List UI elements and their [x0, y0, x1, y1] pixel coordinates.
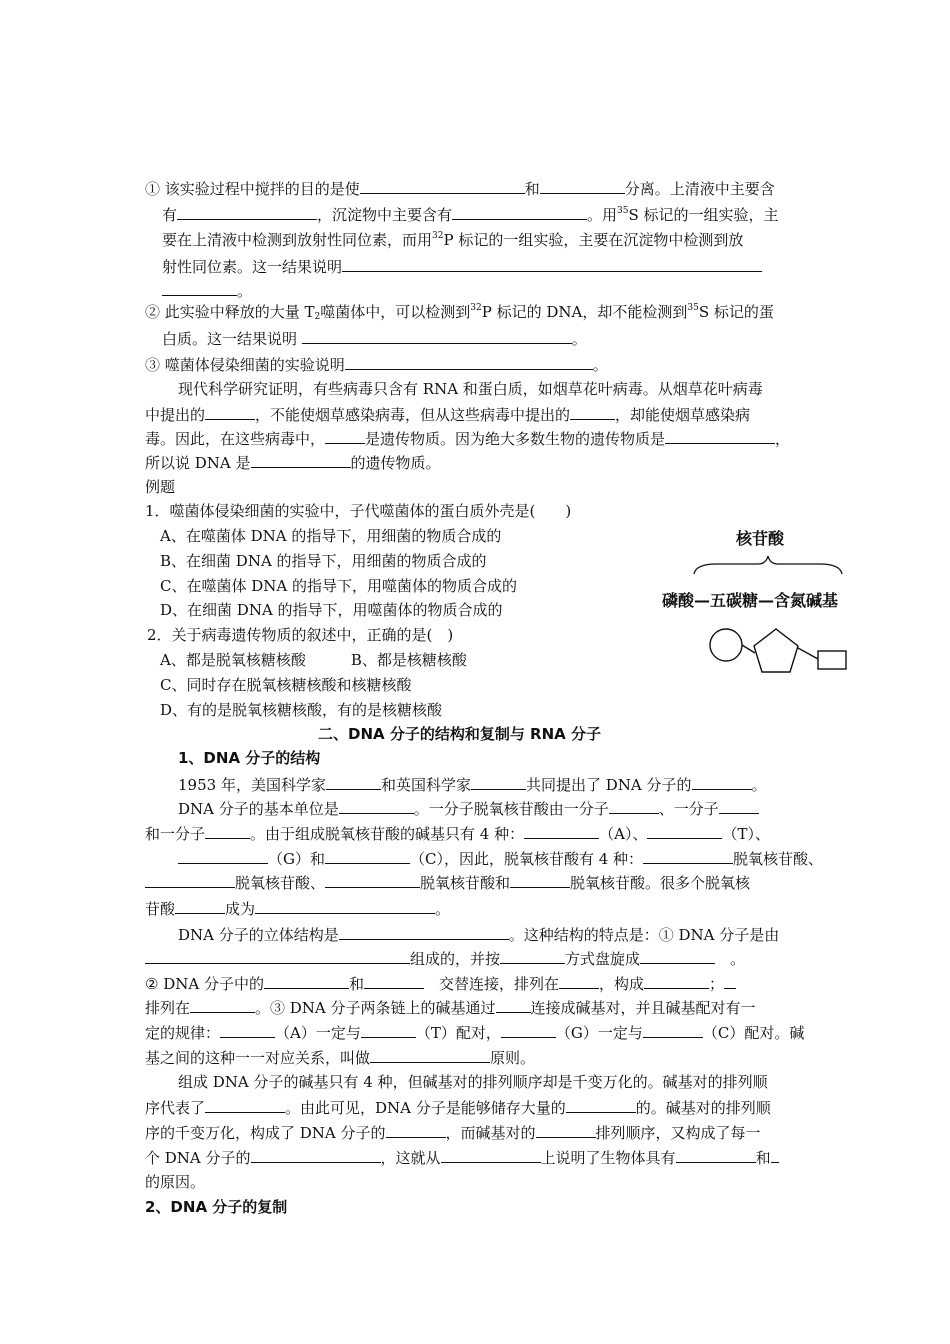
- answer-blank[interactable]: [370, 1047, 490, 1063]
- text-run: ，却能使烟草感染病: [615, 406, 751, 424]
- text-run: 共同提出了 DNA 分子的: [525, 776, 692, 794]
- text-run: DNA 分子的立体结构是: [178, 926, 339, 944]
- answer-blank[interactable]: [559, 973, 599, 989]
- text-run: 组成的，并按: [410, 950, 501, 968]
- answer-blank[interactable]: [360, 178, 525, 194]
- text-run: 和: [755, 1149, 771, 1167]
- text-run: B、在细菌 DNA 的指导下，用细菌的物质合成的: [160, 552, 487, 570]
- text-run: 分离。上清液中主要含: [624, 180, 775, 198]
- answer-blank[interactable]: [264, 973, 349, 989]
- phosphate-circle: [710, 629, 742, 661]
- text-run: 1953 年，美国科学家: [178, 776, 326, 794]
- text-run: 和: [524, 180, 540, 198]
- text-line: [160, 650, 467, 670]
- diagram-subtitle: 磷酸—五碳糖—含氮碱基: [662, 591, 839, 610]
- text-run: （T）、: [722, 825, 770, 843]
- answer-blank[interactable]: [692, 774, 752, 790]
- section-heading: [145, 1197, 287, 1217]
- text-line: [145, 1022, 804, 1043]
- text-run: 定的规律：: [145, 1024, 221, 1042]
- subscript: 2: [314, 312, 321, 322]
- text-run: D、在细菌 DNA 的指导下，用噬菌体的物质合成的: [160, 601, 503, 619]
- text-run: 和英国科学家: [380, 776, 471, 794]
- text-line: [145, 501, 571, 521]
- superscript: 32: [470, 303, 482, 313]
- text-line: [145, 948, 745, 969]
- text-run: 组成 DNA 分子的碱基只有 4 种，但碱基对的排列顺序却是千变万化的。碱基对的排列顺: [178, 1073, 768, 1091]
- text-line: [160, 576, 517, 596]
- text-run: ，而碱基对的: [445, 1124, 536, 1142]
- answer-blank[interactable]: [647, 823, 722, 839]
- answer-blank[interactable]: [145, 872, 235, 888]
- text-line: [160, 675, 411, 695]
- answer-blank[interactable]: [162, 280, 237, 296]
- text-run: 。这种结构的特点是：① DNA 分子是由: [508, 926, 780, 944]
- bond-line: [798, 648, 818, 659]
- text-run: S 标记的一组实验，主: [628, 206, 779, 224]
- text-run: D、有的是脱氧核糖核酸，有的是核糖核酸: [160, 701, 443, 719]
- text-run: 。: [237, 282, 253, 300]
- text-run: ，沉淀物中主要含有: [317, 206, 453, 224]
- text-line: [145, 178, 775, 199]
- answer-blank[interactable]: [719, 798, 759, 814]
- answer-blank[interactable]: [326, 774, 381, 790]
- text-line: [162, 280, 252, 301]
- answer-blank[interactable]: [676, 1147, 756, 1163]
- section-heading: [178, 748, 320, 768]
- text-run: ② DNA 分子中的: [145, 975, 264, 993]
- text-run: 脱氧核苷酸和: [420, 874, 511, 892]
- text-line: [145, 973, 736, 994]
- answer-blank[interactable]: [500, 948, 565, 964]
- text-run: 例题: [145, 478, 176, 496]
- answer-blank[interactable]: [325, 428, 365, 444]
- text-line: [145, 477, 175, 497]
- text-line: [145, 1122, 761, 1143]
- text-run: C、同时存在脱氧核糖核酸和核糖核酸: [160, 676, 412, 694]
- text-run: 2．关于病毒遗传物质的叙述中，正确的是( ): [147, 626, 454, 644]
- text-run: S 标记的蛋: [698, 303, 774, 321]
- answer-blank[interactable]: [540, 178, 625, 194]
- text-line: [145, 1172, 205, 1192]
- text-line: [178, 848, 823, 869]
- text-run: 射性同位素。这一结果说明: [162, 258, 343, 276]
- text-run: 、一分子: [658, 800, 719, 818]
- text-line: [145, 1047, 535, 1068]
- text-run: 交替连接，排列在: [423, 975, 559, 993]
- text-run: 中提出的: [145, 406, 206, 424]
- text-line: [160, 600, 503, 620]
- text-run: 要在上清液中检测到放射性同位素，而用: [162, 231, 433, 249]
- text-run: （C），因此，脱氧核苷酸有 4 种：: [409, 850, 644, 868]
- text-run: P 标记的一组实验，主要在沉淀物中检测到放: [443, 231, 744, 249]
- text-run: 上说明了生物体具有: [540, 1149, 676, 1167]
- text-run: C、在噬菌体 DNA 的指导下，用噬菌体的物质合成的: [160, 577, 517, 595]
- text-run: 脱氧核苷酸。很多个脱氧核: [570, 874, 751, 892]
- text-line: [162, 204, 779, 225]
- superscript: 35: [617, 206, 629, 216]
- text-run: 。由此可见，DNA 分子是能够储存大量的: [285, 1099, 566, 1117]
- answer-blank[interactable]: [643, 1022, 703, 1038]
- answer-blank[interactable]: [640, 948, 715, 964]
- text-run: ③ 噬菌体侵染细菌的实验说明: [145, 356, 345, 374]
- text-run: ，构成: [599, 975, 645, 993]
- text-line: [160, 526, 501, 546]
- text-run: 的原因。: [145, 1173, 206, 1191]
- text-run: 原则。: [490, 1049, 536, 1067]
- answer-blank[interactable]: [471, 774, 526, 790]
- answer-blank[interactable]: [609, 798, 659, 814]
- text-run: 成为: [225, 900, 256, 918]
- text-run: 排列在: [145, 999, 191, 1017]
- answer-blank[interactable]: [339, 924, 509, 940]
- text-run: ② 此实验中释放的大量 T: [145, 303, 315, 321]
- superscript: 35: [687, 303, 699, 313]
- text-run: 2、DNA 分子的复制: [145, 1198, 288, 1216]
- answer-blank[interactable]: [496, 997, 531, 1013]
- text-line: [178, 379, 763, 399]
- answer-blank[interactable]: [145, 948, 410, 964]
- answer-blank[interactable]: [205, 1097, 285, 1113]
- answer-blank[interactable]: [441, 1147, 541, 1163]
- text-run: 和一分子: [145, 825, 206, 843]
- text-run: 脱氧核苷酸、: [235, 874, 326, 892]
- text-run: A、在噬菌体 DNA 的指导下，用细菌的物质合成的: [160, 527, 502, 545]
- answer-blank[interactable]: [501, 1022, 556, 1038]
- text-line: [145, 428, 790, 449]
- answer-blank[interactable]: [342, 256, 762, 272]
- text-run: 现代科学研究证明，有些病毒只含有 RNA 和蛋白质，如烟草花叶病毒。从烟草花叶病毒: [178, 380, 763, 398]
- answer-blank[interactable]: [452, 204, 587, 220]
- text-run: 方式盘旋成: [565, 950, 641, 968]
- answer-blank[interactable]: [566, 1097, 636, 1113]
- text-run: 。由于组成脱氧核苷酸的碱基只有 4 种：: [250, 825, 525, 843]
- text-run: P 标记的 DNA，却不能检测到: [481, 303, 688, 321]
- text-line: [145, 302, 774, 322]
- answer-blank[interactable]: [175, 898, 225, 914]
- text-line: [162, 256, 762, 277]
- text-run: 序代表了: [145, 1099, 206, 1117]
- text-run: 排列顺序，又构成了每一: [595, 1124, 761, 1142]
- text-line: [145, 872, 750, 893]
- text-run: ① 该实验过程中搅拌的目的是使: [145, 180, 360, 198]
- nucleotide-diagram: [658, 528, 878, 696]
- text-run: 连接成碱基对，并且碱基配对有一: [530, 999, 756, 1017]
- answer-blank[interactable]: [205, 823, 250, 839]
- answer-blank[interactable]: [364, 973, 424, 989]
- answer-blank[interactable]: [190, 997, 255, 1013]
- text-run: 白质。这一结果说明: [162, 330, 302, 348]
- text-line: [162, 230, 743, 250]
- text-line: [145, 404, 750, 425]
- text-run: 。③ DNA 分子两条链上的碱基通过: [255, 999, 496, 1017]
- answer-blank[interactable]: [178, 848, 268, 864]
- answer-blank[interactable]: [570, 404, 615, 420]
- text-run: ，不能使烟草感染病毒，但从这些病毒中提出的: [255, 406, 571, 424]
- answer-blank[interactable]: [345, 354, 593, 370]
- text-run: （G）和: [268, 850, 325, 868]
- text-run: （T）配对，: [415, 1024, 501, 1042]
- pentose-pentagon: [754, 629, 798, 672]
- answer-blank[interactable]: [524, 823, 599, 839]
- text-run: 二、DNA 分子的结构和复制与 RNA 分子: [318, 725, 601, 743]
- diagram-title: 核苷酸: [736, 529, 785, 548]
- base-rectangle: [818, 651, 846, 669]
- answer-blank[interactable]: [361, 1022, 416, 1038]
- brace-icon: [694, 556, 842, 574]
- text-run: （A）、: [599, 825, 648, 843]
- text-run: 个 DNA 分子的: [145, 1149, 251, 1167]
- text-run: 。一分子脱氧核苷酸由一分子: [413, 800, 609, 818]
- text-run: 。: [571, 330, 587, 348]
- superscript: 32: [432, 231, 444, 241]
- answer-blank[interactable]: [205, 404, 255, 420]
- text-run: 的遗传物质。: [350, 454, 441, 472]
- answer-blank[interactable]: [251, 452, 351, 468]
- text-run: 苷酸: [145, 900, 176, 918]
- answer-blank[interactable]: [665, 428, 775, 444]
- text-run: 。: [751, 776, 767, 794]
- answer-blank[interactable]: [325, 848, 410, 864]
- text-run: 。用: [587, 206, 618, 224]
- text-line: [145, 898, 450, 919]
- section-heading: [318, 724, 601, 744]
- text-line: [160, 700, 442, 720]
- text-run: 。: [715, 950, 746, 968]
- answer-blank[interactable]: [255, 898, 435, 914]
- answer-blank[interactable]: [177, 204, 317, 220]
- text-run: ，这就从: [380, 1149, 441, 1167]
- answer-blank[interactable]: [644, 973, 709, 989]
- text-run: 。: [592, 356, 608, 374]
- text-line: [145, 997, 756, 1018]
- answer-blank[interactable]: [771, 1147, 779, 1163]
- text-run: 毒。因此，在这些病毒中，: [145, 430, 326, 448]
- text-line: [145, 452, 441, 473]
- bond-line: [742, 645, 755, 653]
- answer-blank[interactable]: [339, 798, 414, 814]
- text-line: [178, 798, 759, 819]
- text-run: 所以说 DNA 是: [145, 454, 251, 472]
- text-run: （C）配对。碱: [702, 1024, 805, 1042]
- text-line: [162, 328, 587, 349]
- text-run: 是遗传物质。因为绝大多数生物的遗传物质是: [365, 430, 666, 448]
- text-run: DNA 分子的基本单位是: [178, 800, 339, 818]
- answer-blank[interactable]: [220, 1022, 275, 1038]
- text-line: [145, 1147, 779, 1168]
- text-run: 和: [348, 975, 364, 993]
- answer-blank[interactable]: [724, 973, 736, 989]
- answer-blank[interactable]: [536, 1122, 596, 1138]
- answer-blank[interactable]: [302, 328, 572, 344]
- text-run: ，: [775, 430, 791, 448]
- text-run: 序的千变万化，构成了 DNA 分子的: [145, 1124, 386, 1142]
- text-run: A、都是脱氧核糖核酸 B、都是核糖核酸: [160, 651, 467, 669]
- text-line: [145, 354, 608, 375]
- text-run: 基之间的这种一一对应关系，叫做: [145, 1049, 371, 1067]
- text-run: 的。碱基对的排列顺: [635, 1099, 771, 1117]
- answer-blank[interactable]: [643, 848, 733, 864]
- text-run: 脱氧核苷酸、: [733, 850, 824, 868]
- text-run: 有: [162, 206, 178, 224]
- text-run: 噬菌体中，可以检测到: [320, 303, 471, 321]
- answer-blank[interactable]: [325, 872, 420, 888]
- text-line: [178, 924, 779, 945]
- answer-blank[interactable]: [386, 1122, 446, 1138]
- text-line: [145, 823, 770, 844]
- text-line: [178, 1072, 768, 1092]
- text-line: [147, 625, 453, 645]
- text-line: [178, 774, 767, 795]
- text-run: 。: [435, 900, 451, 918]
- text-run: （A）一定与: [275, 1024, 361, 1042]
- text-run: 1、DNA 分子的结构: [178, 749, 321, 767]
- text-run: ；: [709, 975, 725, 993]
- answer-blank[interactable]: [251, 1147, 381, 1163]
- text-run: （G）一定与: [555, 1024, 643, 1042]
- answer-blank[interactable]: [510, 872, 570, 888]
- text-line: [145, 1097, 771, 1118]
- text-run: 1．噬菌体侵染细菌的实验中，子代噬菌体的蛋白质外壳是( ): [145, 502, 572, 520]
- text-line: [160, 551, 487, 571]
